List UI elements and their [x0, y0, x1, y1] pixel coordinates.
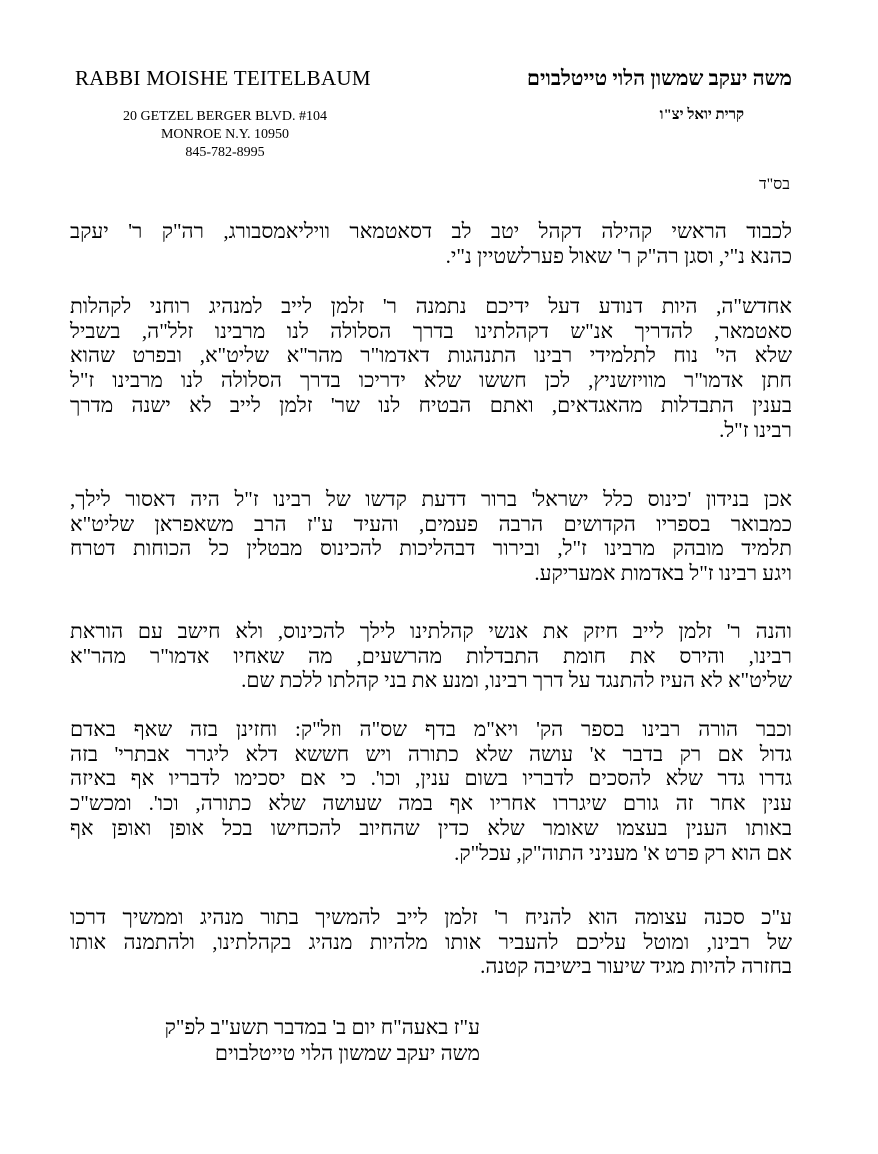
paragraph-appointment: [70, 294, 792, 442]
text-line: וכבר הורה רבינו בספר הק' ויא"מ בדף שס"ה וזל"ק: וחזינן בזה שאף באדם: [70, 717, 792, 741]
letterhead-name-english: RABBI MOISHE TEITELBAUM: [75, 66, 371, 90]
text-line: לכבוד הראשי קהילה דקהל יטב לב דסאטמאר וויליאמסבורג, רה"ק ר' יעקב: [70, 219, 792, 243]
text-line: רבינו ז"ל.: [719, 417, 792, 442]
address-line-street: 20 GETZEL BERGER BLVD. #104: [123, 109, 327, 124]
signature-date-line: ע"ז באעה"ח יום ב' במדבר תשע"ב לפ"ק: [164, 1015, 480, 1039]
signature-block: [80, 1014, 480, 1066]
text-line: בענין התבדלות מהאגדאים, ואתם הבטיח לנו שר' זלמן לייב לא ישנה מדרך: [70, 392, 792, 417]
text-line: ויגע רבינו ז"ל באדמות אמעריקע.: [534, 561, 792, 586]
text-line: ע"כ סכנה עצומה הוא להניח ר' זלמן לייב להמשיך בתור מנהיג וממשיך דרכו: [70, 905, 792, 929]
text-line: באותו הענין בעצמו שאומר שלא כדין שהחיוב להכחישו בכל אופן ואופן אף: [70, 815, 792, 840]
text-line: של רבינו, ומוטל עליכם להעביר אותו מלהיות מנהיג בקהלתינו, ולהתמנה אותו: [70, 929, 792, 954]
letterhead-city-hebrew: קרית יואל יצ"ו: [659, 107, 744, 123]
text-line: אחדש"ה, היות דנודע דעל ידיכם נתמנה ר' זלמן לייב למנהיג רוחני לקהלות: [70, 294, 792, 318]
text-line: גדרו גדר שלא להסכים לדבריו בשום ענין, וכו'. כי אם יסכימו לדבריו אף באיזה: [70, 766, 792, 791]
text-line: כהנא נ"י, וסגן רה"ק ר' שאול פערלשטיין נ"י.: [445, 243, 792, 268]
text-line: והנה ר' זלמן לייב חיזק את אנשי קהלתינו לילך להכינוס, ולא חישב עם הוראת: [70, 619, 792, 643]
text-line: רבינו, והירס את חומת התבדלות מהרשעים, מה שאחיו אדמו"ר מהר"א: [70, 643, 792, 668]
text-line: שליט"א לא העיז להתנגד על דרך רבינו, ומנע את בני קהלתו ללכת שם.: [241, 668, 792, 693]
paragraph-kinus: [70, 487, 792, 586]
bsd-mark: בס"ד: [758, 176, 790, 193]
address-line-phone: 845-782-8995: [185, 145, 265, 160]
paragraph-quote: [70, 717, 792, 865]
text-line: תלמיד מובהק מרבינו ז"ל, ובירור דבהליכות להכינוס מבטלין כל הכוחות דטרח: [70, 536, 792, 561]
letterhead-address: [75, 108, 375, 162]
text-line: סאטמאר, להדריך אנ"ש דקהלתינו בדרך הסלולה לנו מרבינו זלל"ה, בשביל: [70, 318, 792, 343]
text-line: שלא הי' נוח לתלמידי רבינו התנהגות דאדמו"ר מהר"א שליט"א, ובפרט שהוא: [70, 343, 792, 368]
text-line: ענין אחר זה גורם שיגררו אחריו אף במה שעושה שלא כתורה, וכו'. ומכש"כ: [70, 791, 792, 816]
paragraph-conclusion: [70, 905, 792, 979]
signature-name: משה יעקב שמשון הלוי טייטלבוים: [214, 1041, 480, 1065]
text-line: בחזרה להיות מגיד שיעור בישיבה קטנה.: [480, 954, 792, 979]
text-line: אכן בנידון 'כינוס כלל ישראל' ברור דדעת קדשו של רבינו ז"ל היה דאסור לילך,: [70, 487, 792, 511]
paragraph-salutation: [70, 219, 792, 268]
text-line: גדול אם רק בדבר א' עושה שלא כתורה ויש חששא דלא ליגרר אבתרי' בזה: [70, 741, 792, 766]
address-line-city: MONROE N.Y. 10950: [160, 127, 290, 142]
text-line: אם הוא רק פרט א' מעניני התוה"ק, עכל"ק.: [454, 840, 792, 865]
text-line: כמבואר בספריו הקדושים הרבה פעמים, והעיד ע"ז הרב משאפראן שליט"א: [70, 511, 792, 536]
text-line: חתן אדמו"ר מוויזשניץ, לכן חששו שלא ידריכו בדרך הסלולה לנו מרבינו ז"ל: [70, 368, 792, 393]
letterhead-name-hebrew: משה יעקב שמשון הלוי טייטלבוים: [526, 66, 792, 90]
paragraph-complaint: [70, 619, 792, 693]
